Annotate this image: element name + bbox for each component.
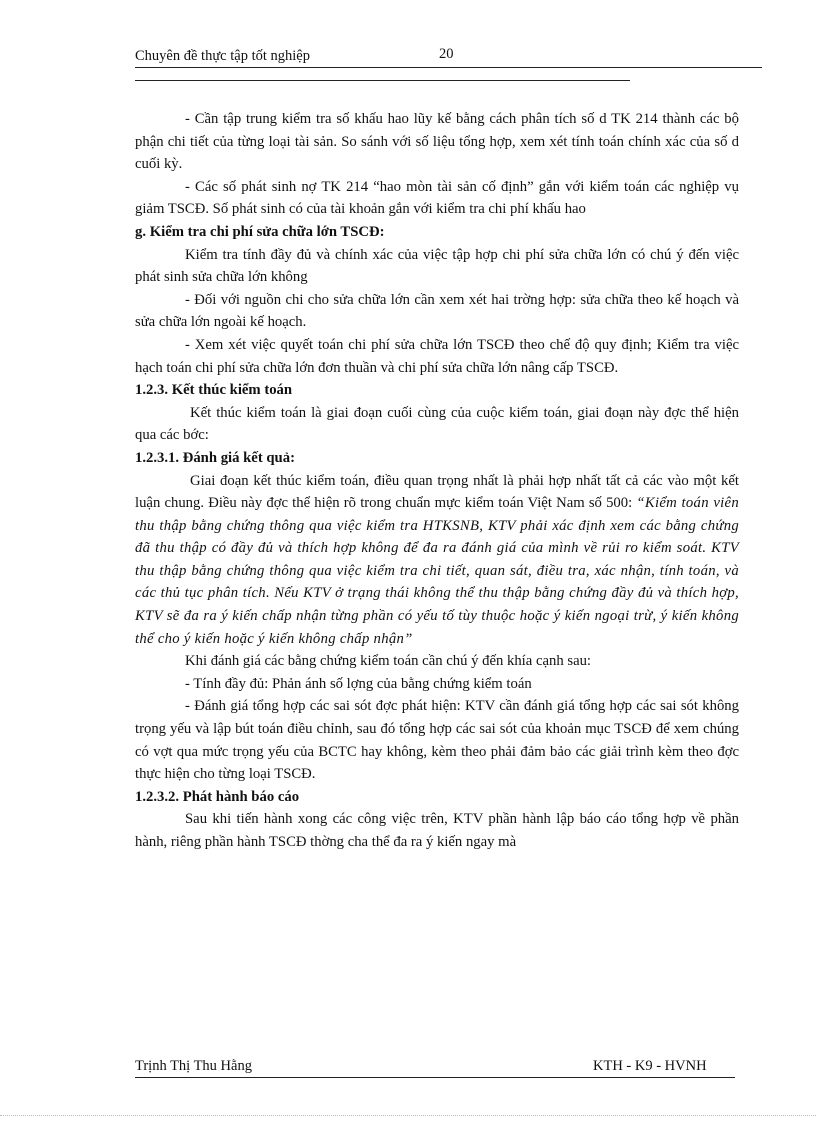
paragraph: Kiểm tra tính đầy đủ và chính xác của việc tập hợp chi phí sửa chữa lớn có chú ý đến việc phát sinh sửa chữa lớn không bbox=[135, 246, 739, 286]
subsection-heading: 1.2.3.2. Phát hành báo cáo bbox=[135, 788, 300, 805]
page-header bbox=[135, 48, 762, 68]
paragraph-lead: Giai đoạn kết thúc kiểm toán, điều quan trọng nhất là phải hợp nhất tất cả các vào một kết luận chung. Điều này đợc thể hiện rõ trong chuẩn mực kiểm toán Việt Nam số 500: bbox=[135, 472, 739, 512]
page-break-line bbox=[0, 1115, 816, 1116]
paragraph: - Các số phát sinh nợ TK 214 “hao mòn tài sản cố định” gắn với kiểm toán các nghiệp vụ giảm TSCĐ. Số phát sinh có của tài khoản gắn với kiểm tra chi phí khấu hao bbox=[135, 178, 739, 218]
paragraph: - Đánh giá tổng hợp các sai sót đợc phát hiện: KTV cần đánh giá tổng hợp các sai sót không trọng yếu và lập bút toán điều chỉnh, sau đó tổng hợp các sai sót của khoản mục TSCĐ để xem chúng có vợt qua mức trọng yếu của BCTC hay không, kèm theo phải đảm bảo các giải trình kèm theo đợc thực hiện cho từng loại TSCĐ. bbox=[135, 698, 739, 783]
header-rule-secondary bbox=[135, 80, 630, 81]
footer-author: Trịnh Thị Thu Hằng bbox=[135, 1058, 252, 1074]
paragraph: - Cần tập trung kiểm tra số khấu hao lũy kế bằng cách phân tích số d TK 214 thành các bộ phận chi tiết của từng loại tài sản. So sánh với số liệu tổng hợp, xem xét tính toán chính xác của số d cuối kỳ. bbox=[135, 111, 739, 173]
paragraph-with-quote bbox=[135, 470, 739, 651]
paragraph: - Tính đầy đủ: Phản ánh số lợng của bằng chứng kiểm toán bbox=[185, 675, 532, 692]
header-title: Chuyên đề thực tập tốt nghiệp bbox=[135, 48, 310, 64]
paragraph: - Đối với nguồn chi cho sửa chữa lớn cần xem xét hai trờng hợp: sửa chữa theo kế hoạch và sửa chữa lớn ngoài kế hoạch. bbox=[135, 291, 739, 331]
paragraph: - Xem xét việc quyết toán chi phí sửa chữa lớn TSCĐ theo chế độ quy định; Kiểm tra việc hạch toán chi phí sửa chữa lớn đơn thuần và chi phí sửa chữa lớn nâng cấp TSCĐ. bbox=[135, 336, 739, 376]
standard-quote: “Kiểm toán viên thu thập bằng chứng thông qua việc kiểm tra HTKSNB, KTV phải xác định xem các bằng chứng đã thu thập có đầy đủ và thích hợp không để đa ra đánh giá của mình về rủi ro kiểm soát. KTV thu thập bằng chứng thông qua việc kiểm tra chi tiết, quan sát, điều tra, xác nhận, tính toán, và các thủ tục phân tích. Nếu KTV ở trạng thái không thể thu thập bằng chứng đầy đủ và thích hợp, KTV sẽ đa ra ý kiến chấp nhận từng phần có yếu tố tùy thuộc hoặc ý kiến ngoại trừ, ý kiến không thể cho ý kiến hoặc ý kiến không chấp nhận” bbox=[135, 495, 739, 647]
page-footer bbox=[135, 1058, 735, 1078]
footer-rule bbox=[135, 1077, 735, 1078]
paragraph: Kết thúc kiểm toán là giai đoạn cuối cùng của cuộc kiểm toán, giai đoạn này đợc thể hiện qua các bớc: bbox=[135, 404, 739, 444]
subsection-heading: 1.2.3.1. Đánh giá kết quả: bbox=[135, 449, 295, 466]
section-heading: 1.2.3. Kết thúc kiểm toán bbox=[135, 382, 293, 399]
header-rule bbox=[135, 67, 762, 68]
document-body bbox=[135, 108, 739, 854]
paragraph: Khi đánh giá các bằng chứng kiểm toán cần chú ý đến khía cạnh sau: bbox=[185, 653, 592, 670]
paragraph: Sau khi tiến hành xong các công việc trên, KTV phần hành lập báo cáo tổng hợp về phần hành, riêng phần hành TSCĐ thờng cha thể đa ra ý kiến ngay mà bbox=[135, 811, 739, 850]
section-heading: g. Kiểm tra chi phí sửa chữa lớn TSCĐ: bbox=[135, 223, 385, 240]
footer-class-code: KTH - K9 - HVNH bbox=[593, 1058, 707, 1074]
page-number: 20 bbox=[439, 46, 454, 62]
